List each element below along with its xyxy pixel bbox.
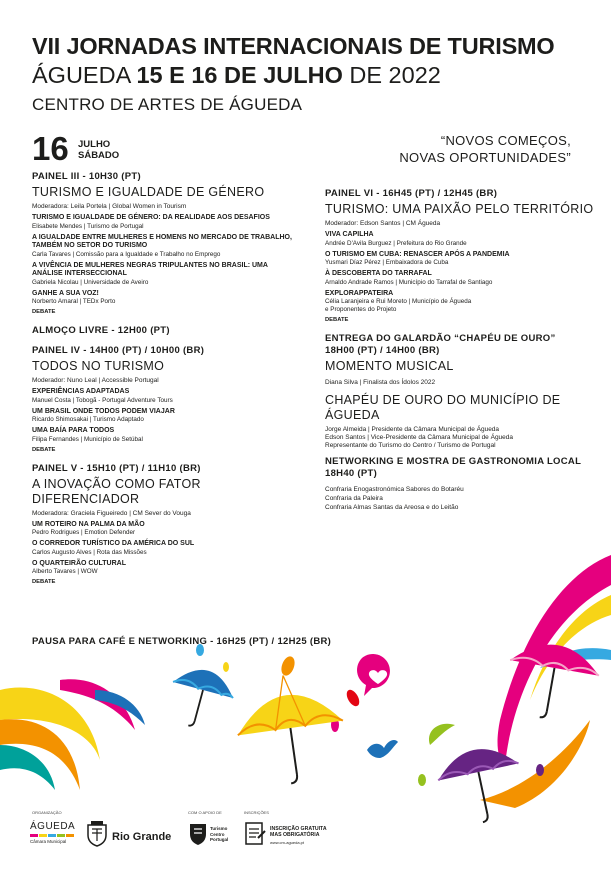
talk-title: UM BRASIL ONDE TODOS PODEM VIAJAR: [32, 407, 175, 415]
talk-speaker: Manuel Costa | Tobogã - Portugal Adventure Tours: [32, 396, 173, 404]
panel-4-title: PAINEL IV - 14H00 (PT) / 10H00 (BR): [32, 345, 205, 356]
talk-title: O QUARTEIRÃO CULTURAL: [32, 559, 126, 567]
talk-speaker: Célia Laranjeira e Rui Moreto | Município de Águeda: [325, 298, 472, 305]
panel-6: [325, 188, 595, 324]
networking-time: 18H40 (PT): [325, 468, 378, 479]
talk-title: O CORREDOR TURÍSTICO DA AMÉRICA DO SUL: [32, 540, 195, 547]
registration-url[interactable]: www.cm-agueda.pt: [270, 840, 305, 845]
support-label: COM O APOIO DE: [188, 810, 222, 815]
turismo-centro-logo[interactable]: Turismo Centro Portugal: [210, 826, 229, 842]
talk-title: UM ROTEIRO NA PALMA DA MÃO: [32, 520, 145, 528]
talk-speaker: Arnaldo Andrade Ramos | Município do Tarrafal de Santiago: [325, 278, 493, 286]
yellow-drop: [223, 662, 229, 672]
registration-form-icon: [244, 822, 266, 846]
panel-4-moderator: Moderador: Nuno Leal | Accessible Portugal: [32, 377, 159, 384]
talk-title: TURISMO E IGUALDADE DE GÉNERO: DA REALIDADE AOS DESAFIOS: [32, 214, 270, 221]
talk-title: EXPLORAPPATEIRA: [325, 289, 394, 297]
camara-text: Câmara Municipal: [30, 839, 67, 844]
music-subtitle: MOMENTO MUSICAL: [325, 359, 454, 373]
award-time: 18H00 (PT) / 14H00 (BR): [325, 345, 440, 356]
red-drop: [344, 688, 362, 709]
talk-title: UMA BAÍA PARA TODOS: [32, 427, 115, 434]
coat-of-arms-icon[interactable]: [86, 821, 108, 847]
event-date: [32, 62, 441, 89]
confraria: Confraria da Paleira: [325, 495, 383, 502]
debate-label: DEBATE: [32, 309, 56, 315]
talk-title: VIVA CAPILHA: [325, 231, 374, 238]
blue-umbrella-icon: [163, 663, 238, 735]
day-month: JULHO: [78, 139, 111, 150]
registration-mandatory: MAS OBRIGATÓRIA: [270, 832, 320, 838]
bird-icon: [367, 740, 398, 758]
date-city: ÁGUEDA: [32, 62, 130, 88]
talk-speaker: Andrée D'Avila Burguez | Prefeitura do Rio Grande: [325, 239, 467, 247]
motto: [399, 132, 571, 166]
lunch-break: ALMOÇO LIVRE - 12H00 (PT): [32, 325, 170, 336]
panel-5-moderator: Moderadora: Graciela Figueiredo | CM Sever do Vouga: [32, 509, 191, 517]
debate-label: DEBATE: [32, 446, 56, 453]
left-column: [32, 171, 302, 586]
networking-title: NETWORKING E MOSTRA DE GASTRONOMIA LOCAL: [325, 456, 582, 467]
date-year: DE 2022: [349, 62, 441, 88]
talk-title-cont: TAMBÉM NO SETOR DO TURISMO: [32, 242, 148, 249]
motto-line2: NOVAS OPORTUNIDADES”: [399, 150, 571, 165]
right-column: [325, 188, 595, 515]
networking-section: [325, 456, 595, 512]
date-days: 15 E 16 DE JULHO: [136, 62, 343, 88]
debate-label: DEBATE: [32, 579, 56, 585]
agueda-logo-colorbar: [30, 834, 75, 837]
talk-speaker: Ricardo Shimosakai | Turismo Adaptado: [32, 416, 144, 423]
talk-title-cont: ANÁLISE INTERSECCIONAL: [32, 270, 127, 277]
panel-3: [32, 171, 302, 316]
event-title: VII JORNADAS INTERNACIONAIS DE TURISMO: [32, 33, 555, 59]
registration-free: INSCRIÇÃO GRATUITA: [270, 826, 327, 832]
music-performer: Diana Silva | Finalista dos Ídolos 2022: [325, 379, 436, 386]
panel-6-title: PAINEL VI - 16H45 (PT) / 12H45 (BR): [325, 188, 498, 199]
day-label: [78, 139, 119, 161]
purple-drop: [536, 764, 544, 776]
debate-label: DEBATE: [325, 317, 349, 323]
event-venue: CENTRO DE ARTES DE ÁGUEDA: [32, 95, 303, 114]
panel-5-subtitle: A INOVAÇÃO COMO FATOR DIFERENCIADOR: [32, 476, 201, 506]
talk-speaker: Norberto Amaral | TEDx Porto: [32, 298, 116, 305]
left-teal-swoosh: [0, 745, 55, 790]
talk-speaker: Yusmari Díaz Pérez | Embaixadora de Cuba: [325, 259, 449, 266]
talk-title: A VIVÊNCIA DE MULHERES NEGRAS TRIPULANTES NO BRASIL: UMA: [32, 261, 268, 269]
talk-speaker: Carla Tavares | Comissão para a Igualdade e Trabalho no Emprego: [32, 250, 221, 258]
talk-speaker: Carlos Augusto Alves | Rota das Missões: [32, 548, 147, 556]
award-subtitle: CHAPÉU DE OURO DO MUNICÍPIO DE ÁGUEDA: [325, 393, 561, 422]
talk-speaker-cont: e Proponentes do Projeto: [325, 306, 397, 313]
registration-label: INSCRIÇÕES: [244, 810, 269, 815]
panel-3-subtitle: TURISMO E IGUALDADE DE GÉNERO: [32, 185, 265, 199]
green-drop: [418, 774, 426, 786]
panel-4-subtitle: TODOS NO TURISMO: [32, 359, 165, 373]
orange-drop: [279, 655, 297, 678]
confraria: Confraria Enogastronómica Sabores do Botaréu: [325, 486, 464, 493]
rio-grande-logo[interactable]: Rio Grande: [112, 831, 172, 843]
talk-title: GANHE A SUA VOZ!: [32, 289, 99, 297]
panel-5-title: PAINEL V - 15H10 (PT) / 11H10 (BR): [32, 462, 201, 474]
award-title: ENTREGA DO GALARDÃO “CHAPÉU DE OURO”: [325, 333, 556, 344]
panel-5: [32, 463, 302, 587]
panel-4: [32, 345, 302, 454]
talk-title: EXPERIÊNCIAS ADAPTADAS: [32, 388, 130, 395]
award-person: Jorge Almeida | Presidente da Câmara Municipal de Águeda: [325, 426, 500, 433]
confraria: Confraria Almas Santas da Areosa e do Leitão: [325, 504, 459, 511]
panel-6-subtitle: TURISMO: UMA PAIXÃO PELO TERRITÓRIO: [325, 202, 594, 216]
award-section: [325, 333, 595, 450]
registration-info: [270, 826, 327, 846]
agueda-logo-text: ÁGUEDA: [30, 821, 76, 832]
talk-speaker: Filipa Fernandes | Município de Setúbal: [32, 435, 143, 443]
panel-3-title: PAINEL III - 10H30 (PT): [32, 171, 141, 182]
panel-6-moderator: Moderador: Edson Santos | CM Águeda: [325, 220, 441, 227]
award-person: Edson Santos | Vice-Presidente da Câmara Municipal de Águeda: [325, 434, 514, 441]
coffee-break: PAUSA PARA CAFÉ E NETWORKING - 16H25 (PT) / 12H25 (BR): [32, 636, 332, 647]
talk-speaker: Alberto Tavares | WOW: [32, 568, 98, 575]
panel-3-moderator: Moderadora: Leila Portela | Global Women in Tourism: [32, 203, 187, 210]
talk-speaker: Gabriela Nicolau | Universidade de Aveiro: [32, 278, 149, 286]
organization-label: ORGANIZAÇÃO: [32, 810, 62, 815]
talk-title: À DESCOBERTA DO TARRAFAL: [325, 270, 432, 277]
day-number: 16: [32, 130, 69, 167]
talk-title: A IGUALDADE ENTRE MULHERES E HOMENS NO MERCADO DE TRABALHO,: [32, 233, 292, 241]
talk-speaker: Elisabete Mendes | Turismo de Portugal: [32, 222, 144, 230]
green-swoosh: [429, 724, 455, 745]
motto-line1: “NOVOS COMEÇOS,: [440, 133, 571, 148]
agueda-logo[interactable]: [30, 821, 75, 844]
day-weekday: SÁBADO: [78, 150, 120, 161]
award-person: Representante do Turismo do Centro / Turismo de Portugal: [325, 442, 496, 449]
turismo-crest-icon[interactable]: [189, 822, 207, 846]
heart-bubble-icon: [357, 654, 390, 696]
talk-speaker: Pedro Rodrigues | Emotion Defender: [32, 529, 136, 536]
talk-title: O TURISMO EM CUBA: RENASCER APÓS A PANDEMIA: [325, 250, 510, 258]
purple-umbrella-icon: [434, 741, 529, 829]
